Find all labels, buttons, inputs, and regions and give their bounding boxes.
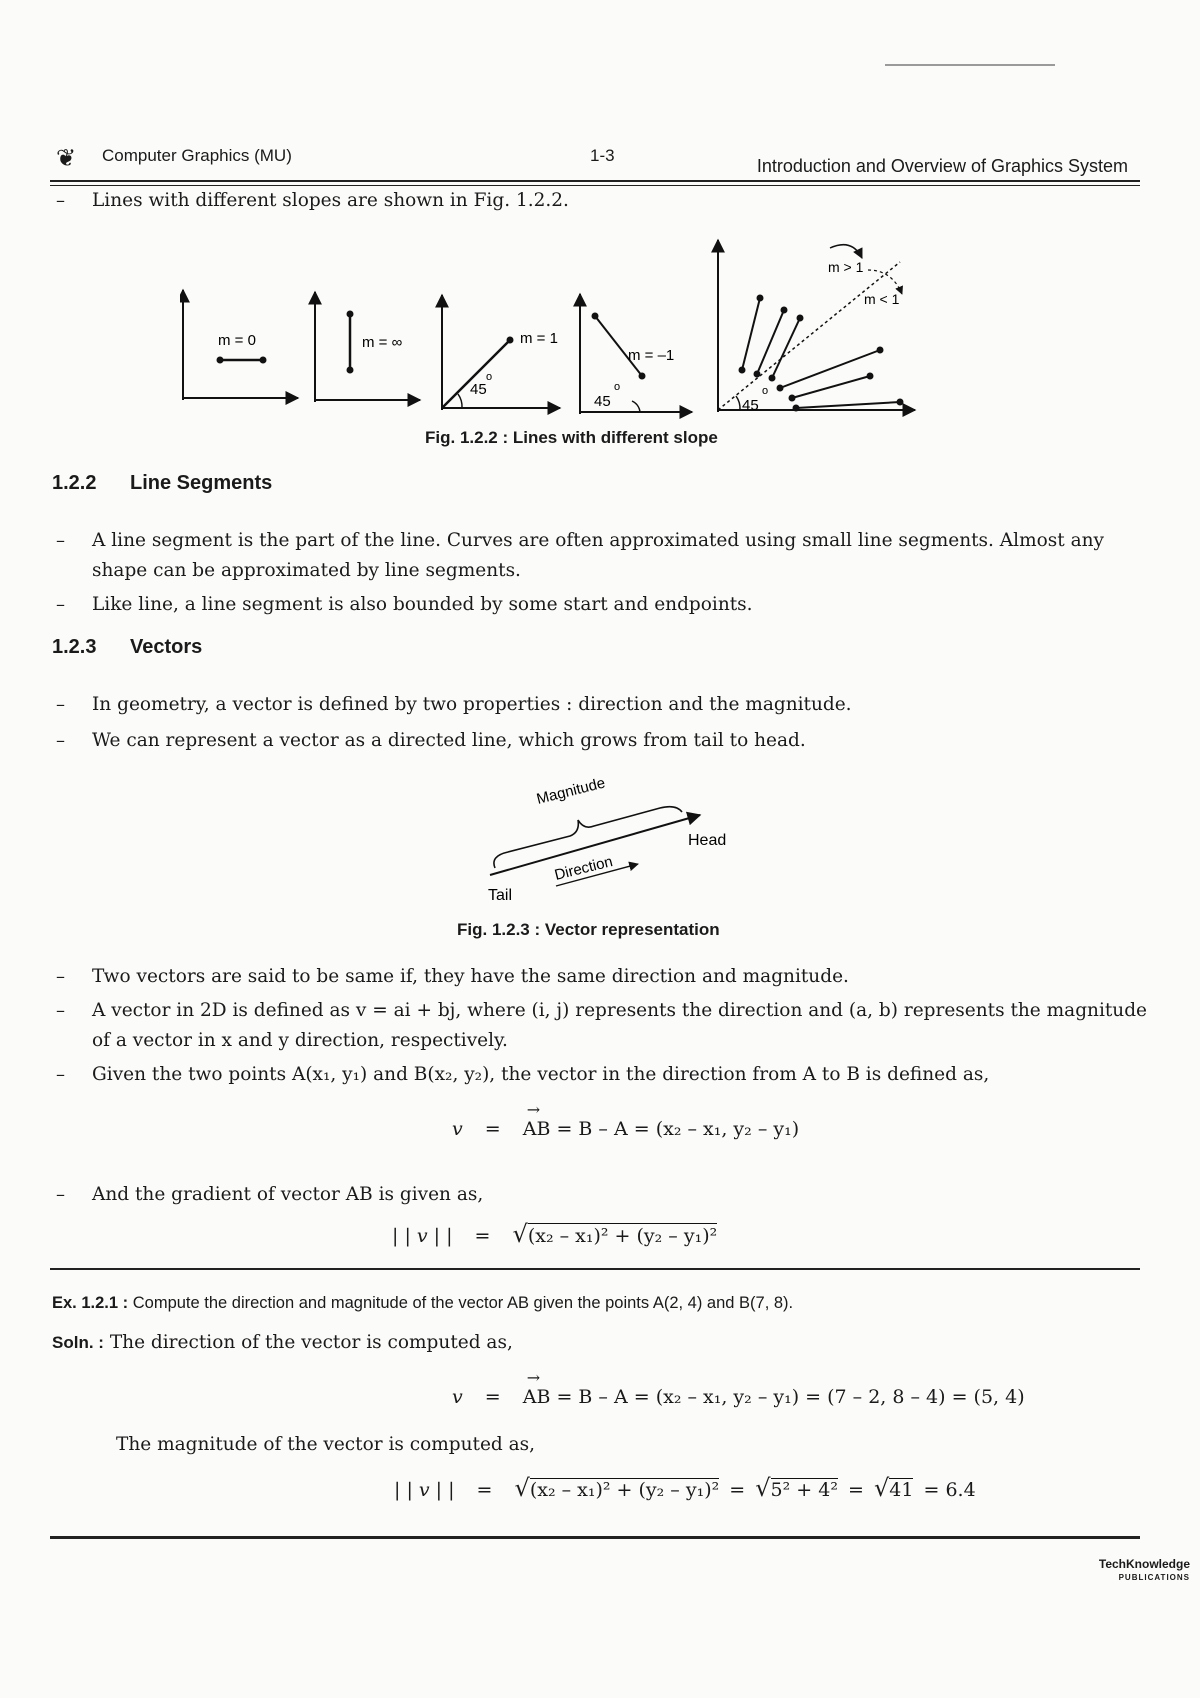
- label-m0: m = 0: [218, 332, 256, 349]
- bullet-dash: –: [56, 190, 65, 211]
- figure-caption-123: Fig. 1.2.3 : Vector representation: [457, 920, 720, 939]
- panel-slope-compare: [718, 240, 915, 414]
- degree-a: o: [486, 371, 493, 383]
- example-divider: [50, 1268, 1140, 1270]
- panel-slope-one: [442, 295, 560, 410]
- vector-arrow-icon: →: [526, 1368, 541, 1387]
- paragraph-gradient: And the gradient of vector AB is given as,: [92, 1184, 484, 1205]
- eq4-result: = 6.4: [923, 1479, 976, 1501]
- label-mlt1: m < 1: [864, 291, 900, 307]
- eq3-lhs: v: [452, 1386, 463, 1408]
- soln-text: The direction of the vector is computed as,: [109, 1332, 513, 1353]
- label-minf: m = ∞: [362, 334, 403, 351]
- bullet-dash: –: [56, 730, 65, 751]
- book-icon: ❦: [56, 145, 77, 172]
- paragraph-two-points: Given the two points A(x₁, y₁) and B(x₂, y₂), the vector in the direction from A to B is defined as,: [92, 1064, 990, 1085]
- label-direction: Direction: [552, 853, 615, 884]
- figure-vector-representation: [460, 760, 760, 910]
- page-header: [50, 140, 1140, 188]
- eq4-radicand-2: 5² + 4²: [770, 1479, 838, 1501]
- publisher-brand: TechKnowledge: [1098, 1557, 1190, 1571]
- eq2-equals: =: [474, 1225, 491, 1247]
- intro-line: Lines with different slopes are shown in Fig. 1.2.2.: [92, 190, 569, 211]
- eq4-equals-2: =: [729, 1479, 746, 1501]
- paragraph-vector-definition: In geometry, a vector is defined by two properties : direction and the magnitude.: [92, 694, 852, 715]
- example-statement: [52, 1294, 793, 1313]
- magnitude-intro: The magnitude of the vector is computed as,: [116, 1434, 536, 1455]
- label-45b: 45: [594, 393, 611, 410]
- eq3-rhs: → AB = B – A = (x₂ – x₁, y₂ – y₁) = (7 – 2, 8 – 4) = (5, 4): [522, 1368, 1025, 1408]
- figure-lines-different-slope: [180, 230, 1020, 430]
- soln-label: Soln. :: [52, 1333, 104, 1352]
- bullet-dash: –: [56, 594, 65, 615]
- header-rule: [50, 180, 1140, 182]
- section-title: Vectors: [130, 636, 203, 658]
- panel-slope-neg-one: [580, 294, 692, 414]
- label-tail: Tail: [488, 887, 513, 904]
- publisher-logo: [1099, 1557, 1190, 1585]
- bullet-dash: –: [56, 966, 65, 987]
- header-book-title: Computer Graphics (MU): [102, 146, 292, 165]
- example-text: Compute the direction and magnitude of the vector AB given the points A(2, 4) and B(7, 8).: [132, 1294, 794, 1312]
- bullet-dash: –: [56, 694, 65, 715]
- equation-3: [452, 1368, 1025, 1408]
- label-head: Head: [688, 832, 727, 849]
- bullet-dash: –: [56, 530, 65, 551]
- footer-divider: [50, 1536, 1140, 1539]
- panel-slope-zero: [183, 290, 298, 400]
- bullet-dash: –: [56, 1064, 65, 1085]
- eq4-radicand-3: 41: [889, 1479, 914, 1501]
- section-heading-vectors: [52, 636, 202, 659]
- label-magnitude: Magnitude: [534, 774, 607, 808]
- paragraph-line-segment-bounds: Like line, a line segment is also bounded by some start and endpoints.: [92, 594, 753, 615]
- equation-4: [394, 1474, 976, 1502]
- bullet-dash: –: [56, 1000, 65, 1021]
- paragraph-same-vectors: Two vectors are said to be same if, they have the same direction and magnitude.: [92, 966, 849, 987]
- bullet-dash: –: [56, 1184, 65, 1205]
- publisher-sub: PUBLICATIONS: [1118, 1573, 1190, 1582]
- paragraph-line-segment-definition: A line segment is the part of the line. Curves are often approximated using small line segments. Almost any shape can be approximated by line segments.: [92, 530, 1104, 581]
- label-m1: m = 1: [520, 330, 558, 347]
- header-page-number: 1-3: [590, 146, 615, 165]
- section-number: 1.2.2: [52, 472, 97, 494]
- eq2-lhs: | | v | |: [392, 1225, 453, 1247]
- label-mgt1: m > 1: [828, 259, 864, 275]
- eq1-lhs: v: [452, 1118, 463, 1140]
- sqrt-icon: √: [873, 1474, 890, 1502]
- example-label: Ex. 1.2.1 :: [52, 1294, 129, 1312]
- label-mneg1: m = –1: [628, 347, 675, 364]
- label-45a: 45: [470, 381, 487, 398]
- eq4-equals-3: =: [848, 1479, 864, 1501]
- section-heading-line-segments: [52, 472, 272, 495]
- degree-c: o: [762, 385, 769, 397]
- header-chapter-title: Introduction and Overview of Graphics System: [756, 156, 1128, 176]
- scan-mark: [885, 64, 1055, 66]
- eq1-rhs: → AB = B – A = (x₂ – x₁, y₂ – y₁): [522, 1100, 800, 1140]
- equation-1: [452, 1100, 800, 1140]
- eq4-radicand-1: (x₂ – x₁)² + (y₂ – y₁)²: [529, 1479, 720, 1501]
- eq4-equals: =: [476, 1479, 493, 1501]
- eq2-radicand: (x₂ – x₁)² + (y₂ – y₁)²: [527, 1225, 718, 1247]
- paragraph-vector-2d: A vector in 2D is defined as v = ai + bj, where (i, j) represents the direction and (a, b) represents the magnitude of a vector in x and y direction, respectively.: [92, 1000, 1148, 1051]
- section-number: 1.2.3: [52, 636, 97, 658]
- degree-b: o: [614, 381, 621, 393]
- section-title: Line Segments: [130, 472, 273, 494]
- eq3-equals: =: [484, 1386, 501, 1408]
- equation-2: [392, 1220, 717, 1248]
- sqrt-icon: √: [512, 1220, 528, 1248]
- eq4-lhs: | | v | |: [394, 1479, 455, 1501]
- sqrt-icon: √: [514, 1474, 530, 1502]
- figure-caption-122: Fig. 1.2.2 : Lines with different slope: [425, 428, 718, 447]
- eq1-equals: =: [484, 1118, 501, 1140]
- panel-slope-infinite: [315, 292, 420, 402]
- vector-arrow-icon: →: [526, 1100, 541, 1119]
- paragraph-vector-directed-line: We can represent a vector as a directed line, which grows from tail to head.: [92, 730, 806, 751]
- solution-intro: [52, 1332, 513, 1353]
- label-45c: 45: [742, 397, 759, 414]
- sqrt-icon: √: [755, 1474, 771, 1502]
